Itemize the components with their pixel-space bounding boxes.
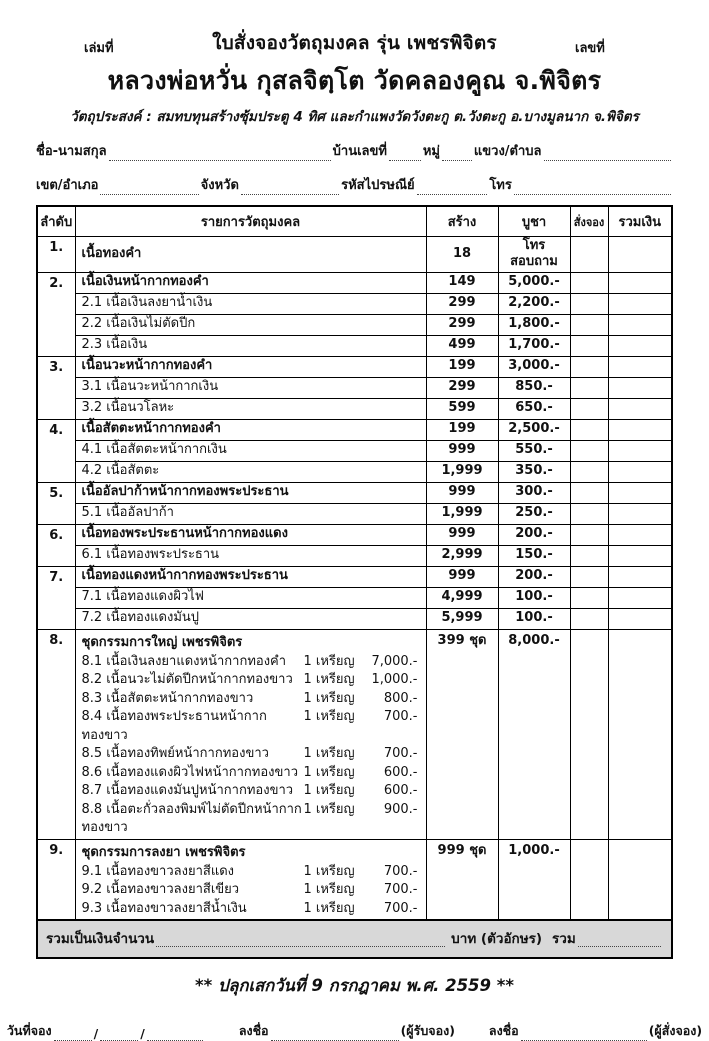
si-name: 8.6 เนื้อทองแดงผิวไฟหน้ากากทองขาว [82,764,304,783]
table-row [37,566,672,587]
table-row [37,482,672,503]
si-qty: 1 เหรียญ [304,690,366,709]
si-qty: 1 เหรียญ [304,900,366,919]
district-label: เขต/อำเภอ [36,174,98,195]
subdistrict-field [544,148,671,161]
made-count-cell: 499 [426,335,498,356]
si-name: 8.7 เนื้อทองแดงมันปูหน้ากากทองขาว [82,782,304,801]
item-name-cell: 6.1 เนื้อทองพระประธาน [75,545,426,566]
si-qty: 1 เหรียญ [304,764,366,783]
si-price: 7,000.- [366,653,422,672]
table-row [37,398,672,419]
si-name: 8.5 เนื้อทองทิพย์หน้ากากทองขาว [82,745,304,764]
si-price: 800.- [366,690,422,709]
orderer-sign-field [521,1029,647,1041]
set-item [82,671,422,690]
item-name-cell [75,629,426,839]
set-item [82,801,422,838]
summary-total-label: รวม [552,931,576,948]
price-cell: 100.- [498,608,570,629]
made-count-cell: 999 [426,482,498,503]
set-title: ชุดกรรมการลงยา เพชรพิจิตร [82,843,422,863]
item-name-cell: 7.2 เนื้อทองแดงมันปู [75,608,426,629]
made-count-cell: 149 [426,272,498,293]
price-cell: 650.- [498,398,570,419]
summary-total-field [578,934,661,948]
moo-field [442,148,472,161]
order-qty-cell [570,419,608,440]
col-header-total: รวมเงิน [608,206,672,237]
price-cell: 250.- [498,503,570,524]
col-header-order: สั่งจอง [570,206,608,237]
col-header-price: บูชา [498,206,570,237]
page-title: หลวงพ่อหวั่น กุสลจิตฺโต วัดคลองคูณ จ.พิจิตร [36,61,673,101]
table-row [37,524,672,545]
made-count-cell: 199 [426,419,498,440]
made-count-cell: 999 [426,524,498,545]
made-count-cell: 4,999 [426,587,498,608]
order-qty-cell [570,629,608,839]
order-no-cell: 4. [37,419,75,482]
order-date-month-field [100,1029,138,1041]
order-no-cell: 8. [37,629,75,839]
table-row [37,293,672,314]
item-name-cell: 2.3 เนื้อเงิน [75,335,426,356]
house-no-field [389,148,421,161]
consecration-date-line: ** ปลุกเสกวันที่ 9 กรกฎาคม พ.ศ. 2559 ** [36,973,673,999]
total-amount-cell [608,608,672,629]
order-qty-cell [570,545,608,566]
price-cell: 3,000.- [498,356,570,377]
district-field [100,182,198,195]
price-cell: 200.- [498,524,570,545]
si-qty: 1 เหรียญ [304,782,366,801]
made-count-cell: 599 [426,398,498,419]
table-row [37,237,672,273]
set-title: ชุดกรรมการใหญ่ เพชรพิจิตร [82,633,422,653]
set-item [82,863,422,882]
price-cell: 300.- [498,482,570,503]
item-name-cell: เนื้อสัตตะหน้ากากทองคำ [75,419,426,440]
set-item [82,881,422,900]
order-table-body [37,237,672,921]
col-header-made: สร้าง [426,206,498,237]
si-name: 9.2 เนื้อทองขาวลงยาสีเขียว [82,881,304,900]
total-amount-cell [608,398,672,419]
si-price: 600.- [366,782,422,801]
receiver-sign-segment [239,1021,455,1041]
si-price: 700.- [366,881,422,900]
total-amount-cell [608,482,672,503]
total-amount-cell [608,272,672,293]
made-count-cell: 999 ชุด [426,839,498,920]
order-date-label: วันที่จอง [7,1021,52,1041]
price-cell: 100.- [498,587,570,608]
total-amount-cell [608,440,672,461]
total-amount-cell [608,587,672,608]
set-item [82,764,422,783]
receiver-label: (ผู้รับจอง) [401,1021,455,1041]
receiver-sign-field [271,1029,399,1041]
table-row [37,839,672,920]
item-name-cell: 7.1 เนื้อทองแดงผิวไฟ [75,587,426,608]
made-count-cell: 2,999 [426,545,498,566]
price-cell: 2,500.- [498,419,570,440]
form-line-name-address [36,140,673,161]
total-amount-cell [608,237,672,273]
si-name: 8.4 เนื้อทองพระประธานหน้ากากทองขาว [82,708,304,745]
postcode-field [417,182,488,195]
made-count-cell: 299 [426,377,498,398]
table-row [37,272,672,293]
table-row [37,335,672,356]
price-cell: 200.- [498,566,570,587]
made-count-cell: 999 [426,440,498,461]
si-qty: 1 เหรียญ [304,708,366,727]
table-row [37,356,672,377]
price-cell: 550.- [498,440,570,461]
phone-label: โทร [489,174,512,195]
signature-row [36,1021,673,1041]
moo-label: หมู่ [423,140,440,161]
si-price: 700.- [366,708,422,727]
province-field [241,182,339,195]
si-qty: 1 เหรียญ [304,671,366,690]
summary-baht-label: บาท (ตัวอักษร) [451,931,542,948]
price-cell: 1,800.- [498,314,570,335]
si-qty: 1 เหรียญ [304,863,366,882]
item-name-cell: เนื้ออัลปาก้าหน้ากากทองพระประธาน [75,482,426,503]
orderer-label: (ผู้สั่งจอง) [649,1021,702,1041]
item-name-cell: เนื้อทองพระประธานหน้ากากทองแดง [75,524,426,545]
table-row [37,419,672,440]
si-price: 1,000.- [366,671,422,690]
total-amount-cell [608,377,672,398]
si-name: 8.8 เนื้อตะกั่วลองพิมพ์ไม่ตัดปีกหน้ากากทองขาว [82,801,304,838]
made-count-cell: 1,999 [426,503,498,524]
order-qty-cell [570,335,608,356]
price-cell: 1,700.- [498,335,570,356]
made-count-cell: 5,999 [426,608,498,629]
order-date-year-field [147,1029,203,1041]
summary-row [37,920,672,958]
order-qty-cell [570,587,608,608]
si-name: 9.3 เนื้อทองขาวลงยาสีน้ำเงิน [82,900,304,919]
order-qty-cell [570,566,608,587]
set-item [82,653,422,672]
set-item [82,900,422,919]
table-row [37,608,672,629]
order-no-cell: 9. [37,839,75,920]
col-header-item: รายการวัตถุมงคล [75,206,426,237]
si-price: 700.- [366,745,422,764]
total-amount-cell [608,629,672,839]
si-qty: 1 เหรียญ [304,653,366,672]
si-name: 9.1 เนื้อทองขาวลงยาสีแดง [82,863,304,882]
total-amount-cell [608,524,672,545]
total-amount-cell [608,839,672,920]
subdistrict-label: แขวง/ตำบล [474,140,542,161]
table-row [37,314,672,335]
set-item [82,708,422,745]
table-row [37,545,672,566]
si-price: 900.- [366,801,422,820]
set-item [82,690,422,709]
table-row [37,587,672,608]
item-name-cell: เนื้อเงินหน้ากากทองคำ [75,272,426,293]
made-count-cell: 399 ชุด [426,629,498,839]
si-price: 700.- [366,863,422,882]
total-amount-cell [608,419,672,440]
order-qty-cell [570,237,608,273]
item-name-cell: 4.1 เนื้อสัตตะหน้ากากเงิน [75,440,426,461]
top-header-row [36,28,673,58]
item-name-cell [75,839,426,920]
col-header-no: ลำดับ [37,206,75,237]
total-amount-cell [608,461,672,482]
summary-amount-field [156,934,445,948]
order-qty-cell [570,461,608,482]
price-cell: 350.- [498,461,570,482]
order-qty-cell [570,356,608,377]
order-no-cell: 2. [37,272,75,356]
house-no-label: บ้านเลขที่ [333,140,387,161]
price-cell: 5,000.- [498,272,570,293]
form-line-district-phone [36,174,673,195]
made-count-cell: 299 [426,293,498,314]
receiver-sign-label: ลงชื่อ [239,1021,269,1041]
order-no-cell: 3. [37,356,75,419]
total-amount-cell [608,335,672,356]
table-row [37,629,672,839]
order-qty-cell [570,272,608,293]
made-count-cell: 999 [426,566,498,587]
postcode-label: รหัสไปรษณีย์ [341,174,415,195]
doc-no-label: เลขที่ [533,37,673,58]
si-qty: 1 เหรียญ [304,881,366,900]
si-name: 8.3 เนื้อสัตตะหน้ากากทองขาว [82,690,304,709]
table-row [37,503,672,524]
orderer-sign-segment [489,1021,702,1041]
item-name-cell: เนื้อนวะหน้ากากทองคำ [75,356,426,377]
name-field [109,148,331,161]
order-table [36,205,673,959]
total-amount-cell [608,545,672,566]
name-label: ชื่อ-นามสกุล [36,140,107,161]
price-cell: 150.- [498,545,570,566]
si-name: 8.2 เนื้อนวะไม่ตัดปีกหน้ากากทองขาว [82,671,304,690]
set-item [82,782,422,801]
orderer-sign-label: ลงชื่อ [489,1021,519,1041]
order-qty-cell [570,482,608,503]
order-no-cell: 1. [37,237,75,273]
order-qty-cell [570,608,608,629]
price-cell: 1,000.- [498,839,570,920]
total-amount-cell [608,503,672,524]
item-name-cell: 2.2 เนื้อเงินไม่ตัดปีก [75,314,426,335]
total-amount-cell [608,566,672,587]
order-qty-cell [570,839,608,920]
item-name-cell: 3.1 เนื้อนวะหน้ากากเงิน [75,377,426,398]
order-qty-cell [570,377,608,398]
set-item [82,745,422,764]
si-price: 600.- [366,764,422,783]
table-row [37,440,672,461]
order-qty-cell [570,314,608,335]
form-title: ใบสั่งจองวัตถุมงคล รุ่น เพชรพิจิตร [176,28,533,58]
order-no-cell: 6. [37,524,75,566]
item-name-cell: 3.2 เนื้อนวโลหะ [75,398,426,419]
si-qty: 1 เหรียญ [304,801,366,820]
order-qty-cell [570,503,608,524]
made-count-cell: 199 [426,356,498,377]
item-name-cell: 4.2 เนื้อสัตตะ [75,461,426,482]
price-cell: 850.- [498,377,570,398]
order-no-cell: 5. [37,482,75,524]
price-cell: 2,200.- [498,293,570,314]
made-count-cell: 18 [426,237,498,273]
item-name-cell: เนื้อทองแดงหน้ากากทองพระประธาน [75,566,426,587]
order-no-cell: 7. [37,566,75,629]
price-cell: โทรสอบถาม [498,237,570,273]
total-amount-cell [608,356,672,377]
order-date-segment: วันที่จอง / / [7,1021,205,1041]
order-qty-cell [570,398,608,419]
item-name-cell: เนื้อทองคำ [75,237,426,273]
summary-amount-label: รวมเป็นเงินจำนวน [46,931,154,948]
order-qty-cell [570,440,608,461]
order-table-header [37,206,672,237]
province-label: จังหวัด [201,174,239,195]
price-cell: 8,000.- [498,629,570,839]
si-name: 8.1 เนื้อเงินลงยาแดงหน้ากากทองคำ [82,653,304,672]
total-amount-cell [608,314,672,335]
purpose-line: วัตถุประสงค์ : สมทบทุนสร้างซุ้มประตู 4 ทิศ และกำแพงวัดวังตะกู ต.วังตะกู อ.บางมูลนาก จ.พิจิตร [36,105,673,127]
book-no-label: เล่มที่ [36,37,176,58]
order-date-day-field [54,1029,92,1041]
order-qty-cell [570,524,608,545]
si-price: 700.- [366,900,422,919]
total-amount-cell [608,293,672,314]
made-count-cell: 299 [426,314,498,335]
phone-field [514,182,671,195]
si-qty: 1 เหรียญ [304,745,366,764]
item-name-cell: 2.1 เนื้อเงินลงยาน้ำเงิน [75,293,426,314]
made-count-cell: 1,999 [426,461,498,482]
table-row [37,377,672,398]
order-qty-cell [570,293,608,314]
table-row [37,461,672,482]
item-name-cell: 5.1 เนื้ออัลปาก้า [75,503,426,524]
